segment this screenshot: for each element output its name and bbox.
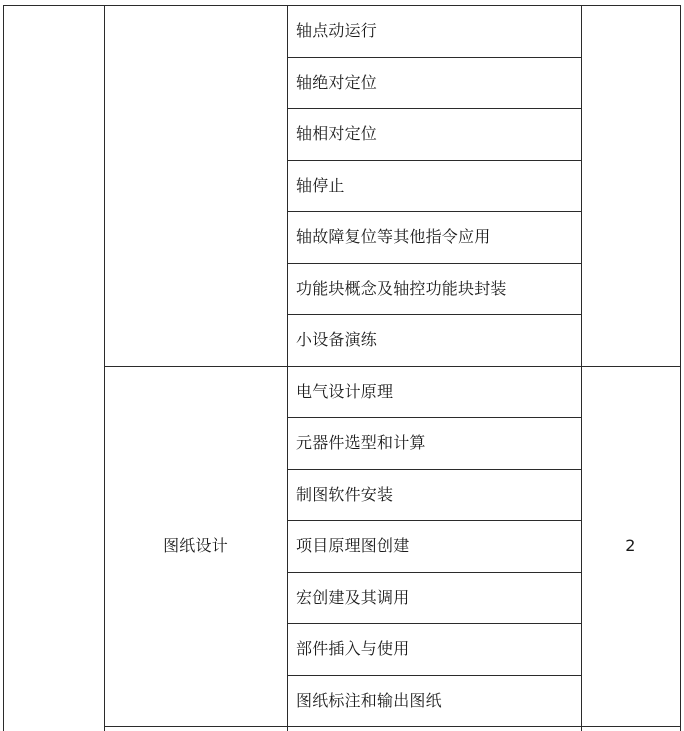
table-cell-item: 元器件选型和计算 (296, 433, 426, 452)
table-cell-item: 电气设计原理 (296, 382, 394, 401)
table-cell-item: 轴停止 (296, 176, 345, 195)
table-border-top (3, 5, 681, 6)
table-cell-item: 项目原理图创建 (296, 536, 410, 555)
group-divider (104, 366, 681, 367)
table-cell-item: 宏创建及其调用 (296, 588, 410, 607)
group-divider-bottom (104, 726, 681, 727)
row-divider (287, 675, 582, 676)
row-divider (287, 469, 582, 470)
row-divider (287, 57, 582, 58)
table-cell-item: 轴点动运行 (296, 21, 378, 40)
table-border-right (680, 5, 681, 731)
table-cell-item: 制图软件安装 (296, 485, 394, 504)
table-cell-item: 部件插入与使用 (296, 639, 410, 658)
row-divider (287, 108, 582, 109)
table-border-left (3, 5, 4, 731)
column-divider-1 (104, 5, 105, 731)
row-divider (287, 160, 582, 161)
row-divider (287, 520, 582, 521)
row-divider (287, 314, 582, 315)
table-cell-item: 图纸标注和输出图纸 (296, 691, 442, 710)
row-divider (287, 263, 582, 264)
table-cell-item: 功能块概念及轴控功能块封装 (296, 279, 507, 298)
row-divider (287, 623, 582, 624)
table-cell-item: 轴相对定位 (296, 124, 378, 143)
module-name-cell: 图纸设计 (163, 536, 228, 555)
row-divider (287, 572, 582, 573)
hours-cell: 2 (625, 536, 636, 555)
table-cell-item: 轴故障复位等其他指令应用 (296, 227, 491, 246)
table-cell-item: 轴绝对定位 (296, 73, 378, 92)
table-cell-item: 小设备演练 (296, 330, 378, 349)
row-divider (287, 417, 582, 418)
row-divider (287, 211, 582, 212)
